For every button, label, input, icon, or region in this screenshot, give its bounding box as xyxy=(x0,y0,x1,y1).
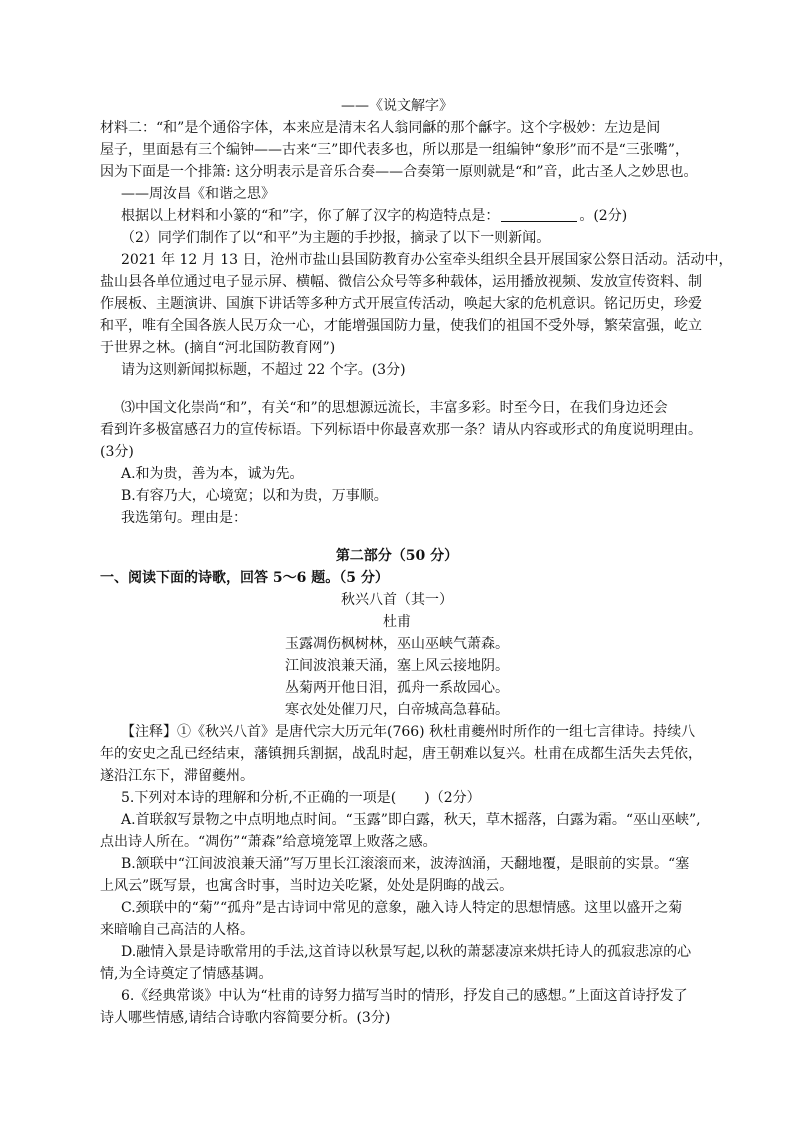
question-6-line-1: 6.《经典常谈》中认为“杜甫的诗努力描写当时的情形，抒发自己的感想。”上面这首诗抒发了 xyxy=(121,988,688,1004)
question-5-stem: 5.下列对本诗的理解和分析,不正确的一项是( )（2分） xyxy=(121,790,481,806)
question-5-option-d-2: 情,为全诗奠定了情感基调。 xyxy=(100,966,273,982)
question-1 xyxy=(121,206,627,226)
material2-line-2: 屋子，里面悬有三个编钟——古来“三”即代表多也，所以那是一组编钟“象形”而不是“三张嘴”， xyxy=(100,142,689,158)
section-1-heading: 一、阅读下面的诗歌，回答 5～6 题。（5 分） xyxy=(100,570,389,586)
question-2-intro: （2）同学们制作了以“和平”为主题的手抄报，摘录了以下一则新闻。 xyxy=(121,230,551,246)
question-5-option-c-2: 来暗喻自己高洁的人格。 xyxy=(100,922,254,938)
question-3-line-1: ⑶中国文化崇尚“和”，有关“和”的思想源远流长，丰富多彩。时至今日，在我们身边还会 xyxy=(121,400,668,416)
note-line-2: 年的安史之乱已经结束，藩镇拥兵割据，战乱时起，唐王朝难以复兴。杜甫在成都生活失去凭依， xyxy=(100,746,702,762)
choose-line: 我选第句。理由是： xyxy=(121,510,247,526)
question-3-line-2: 看到许多极富感召力的宣传标语。下列标语中你最喜欢那一条？请从内容或形式的角度说明理由。 xyxy=(100,422,702,438)
question-5-option-d-1: D.融情入景是诗歌常用的手法,这首诗以秋景写起,以秋的萧瑟凄凉来烘托诗人的孤寂悲凉的心 xyxy=(121,944,692,960)
material2-line-1: 材料二：“和”是个通俗字体，本来应是清末名人翁同龢的那个龢字。这个字极妙：左边是间 xyxy=(100,120,661,136)
question-2-ask: 请为这则新闻拟标题，不超过 22 个字。(3分) xyxy=(121,362,406,378)
news-line-5: 于世界之林。(摘自“河北国防教育网”) xyxy=(100,340,336,356)
question-5-option-c-1: C.颈联中的“菊”“孤舟”是古诗词中常见的意象，融入诗人特定的思想情感。这里以盛开之菊 xyxy=(121,900,683,916)
material2-line-3: 因为下面是一个排箫: 这分明表示是音乐合奏——合奏第一原则就是“和”音，此古圣人之妙思也。 xyxy=(100,164,698,180)
question-6-line-2: 诗人哪些情感,请结合诗歌内容简要分析。(3分) xyxy=(100,1010,391,1026)
note-line-3: 遂沿江东下，滞留夔州。 xyxy=(100,768,254,784)
question-1-text: 根据以上材料和小篆的“和”字，你了解了汉字的构造特点是： xyxy=(121,208,500,224)
news-line-2: 盐山县各单位通过电子显示屏、横幅、微信公众号等多种载体，运用播放视频、发放宣传资料、制 xyxy=(100,274,702,290)
part-2-heading: 第二部分（50 分） xyxy=(335,548,459,564)
question-1-score: 。(2分) xyxy=(579,208,628,224)
option-a: A.和为贵，善为本，诚为先。 xyxy=(121,466,304,482)
poem-line: 丛菊两开他日泪，孤舟一系故园心。 xyxy=(285,680,509,696)
news-line-4: 和平，唯有全国各族人民万众一心，才能增强国防力量，使我们的祖国不受外辱，繁荣富强，屹立 xyxy=(100,318,702,334)
answer-blank[interactable] xyxy=(501,207,577,222)
question-5-option-a-2: 点出诗人所在。“凋伤”“萧森”给意境笼罩上败落之感。 xyxy=(100,834,437,850)
poem-line: 江间波浪兼天涌，塞上风云接地阴。 xyxy=(285,658,509,674)
poem-line: 玉露凋伤枫树林，巫山巫峡气萧森。 xyxy=(285,636,509,652)
source-shuowen: ——《说文解字》 xyxy=(341,98,453,114)
poem-line: 寒衣处处催刀尺，白帝城高急暮砧。 xyxy=(285,702,509,718)
question-5-option-b-1: B.颔联中“江间波浪兼天涌”写万里长江滚滚而来，波涛汹涌，天翻地覆，是眼前的实景。“塞 xyxy=(121,856,690,872)
note-line-1: 【注释】①《秋兴八首》是唐代宗大历元年(766) 秋杜甫夔州时所作的一组七言律诗。持续八 xyxy=(121,724,696,740)
question-5-option-a-1: A.首联叙写景物之中点明地点时间。“玉露”即白露，秋天，草木摇落，白露为霜。“巫山巫峡”, xyxy=(121,812,701,828)
news-line-1: 2021 年 12 月 13 日，沧州市盐山县国防教育办公室牵头组织全县开展国家公祭日活动。活动中， xyxy=(121,252,733,268)
material2-source: ——周汝昌《和谐之思》 xyxy=(121,186,275,202)
poem-title: 秋兴八首（其一） xyxy=(341,592,453,608)
poem-author: 杜甫 xyxy=(383,614,411,630)
news-line-3: 作展板、主题演讲、国旗下讲话等多种方式开展宣传活动，唤起大家的危机意识。铭记历史，珍爱 xyxy=(100,296,702,312)
question-3-score: (3分) xyxy=(100,444,134,460)
option-b: B.有容乃大，心境宽；以和为贵，万事顺。 xyxy=(121,488,388,504)
question-5-option-b-2: 上风云”既写景，也寓含时事，当时边关吃紧，处处是阴晦的战云。 xyxy=(100,878,514,894)
